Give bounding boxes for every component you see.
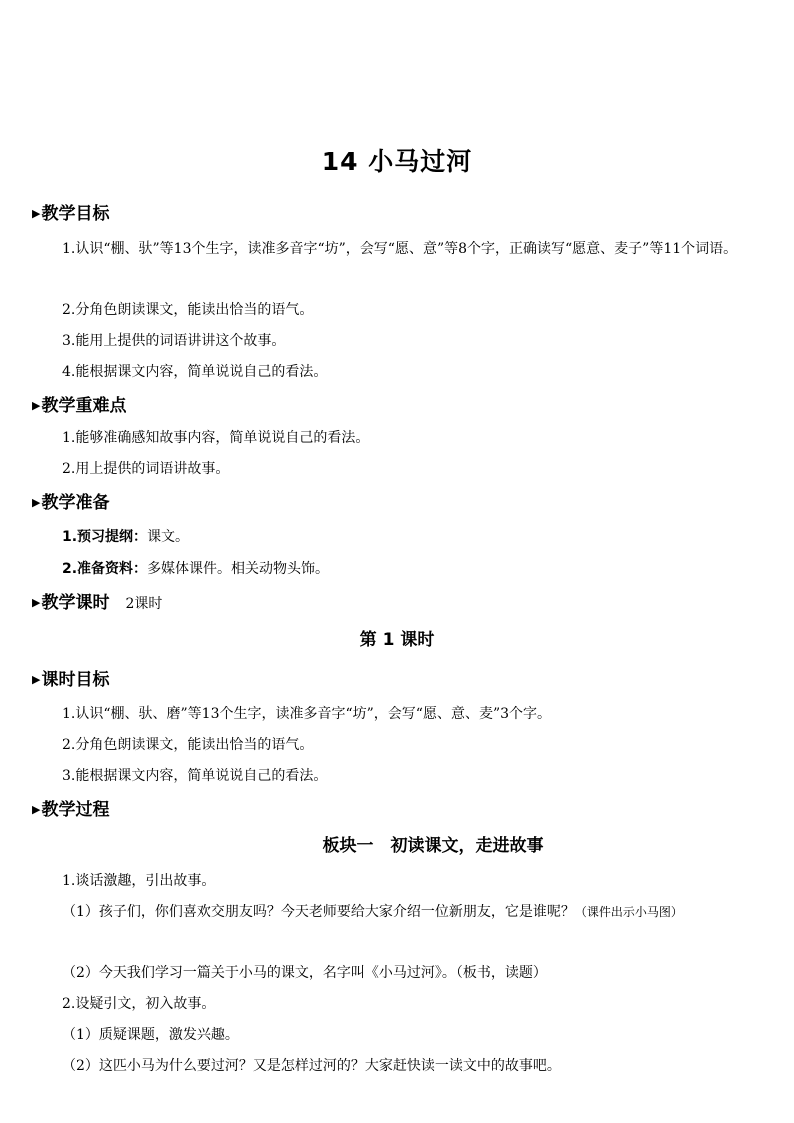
process-item-5: （1）质疑课题，激发兴趣。 — [62, 1027, 239, 1043]
triangle-bullet-icon: ▶ — [32, 803, 41, 816]
preparation-item-1: 1.预习提纲：课文。 — [62, 529, 190, 545]
goal-item-2: 2.分角色朗读课文，能读出恰当的语气。 — [62, 302, 314, 318]
key-point-item-2: 2.用上提供的词语讲故事。 — [62, 461, 230, 477]
preparation-label-1: 1.预习提纲： — [62, 529, 148, 545]
triangle-bullet-icon: ▶ — [32, 496, 41, 509]
section-heading-process: ▶教学过程 — [32, 800, 110, 820]
triangle-bullet-icon: ▶ — [32, 673, 41, 686]
goal-item-3: 3.能用上提供的词语讲讲这个故事。 — [62, 333, 286, 349]
page-title: 14 小马过河 — [321, 147, 473, 176]
section-heading-key-points: ▶教学重难点 — [32, 396, 127, 416]
periods-value: 2课时 — [125, 596, 163, 612]
block-title: 板块一 初读课文，走进故事 — [322, 836, 544, 856]
lesson-heading: 第 1 课时 — [359, 630, 435, 650]
goal-item-4: 4.能根据课文内容，简单说说自己的看法。 — [62, 364, 328, 380]
process-item-2: （1）孩子们，你们喜欢交朋友吗？今天老师要给大家介绍一位新朋友，它是谁呢？（课件出示小马图） — [62, 904, 683, 920]
process-item-4: 2.设疑引文，初入故事。 — [62, 996, 216, 1012]
process-item-3: （2）今天我们学习一篇关于小马的课文，名字叫《小马过河》。（板书，读题） — [62, 965, 547, 981]
section-heading-goals: ▶教学目标 — [32, 204, 110, 224]
triangle-bullet-icon: ▶ — [32, 596, 41, 609]
process-item-6: （2）这匹小马为什么要过河？又是怎样过河的？大家赶快读一读文中的故事吧。 — [62, 1058, 561, 1074]
lesson-goal-item-1: 1.认识“棚、驮、磨”等13个生字，读准多音字“坊”，会写“愿、意、麦”3个字。 — [62, 706, 552, 722]
section-heading-lesson-goals: ▶课时目标 — [32, 670, 110, 690]
preparation-item-2: 2.准备资料：多媒体课件。相关动物头饰。 — [62, 561, 330, 577]
section-heading-preparation: ▶教学准备 — [32, 493, 110, 513]
triangle-bullet-icon: ▶ — [32, 399, 41, 412]
process-item-2-note: （课件出示小马图） — [574, 905, 683, 919]
key-point-item-1: 1.能够准确感知故事内容，简单说说自己的看法。 — [62, 430, 370, 446]
section-heading-periods: ▶教学课时 2课时 — [32, 593, 163, 613]
lesson-goal-item-2: 2.分角色朗读课文，能读出恰当的语气。 — [62, 737, 314, 753]
goal-item-1: 1.认识“棚、驮”等13个生字，读准多音字“坊”，会写“愿、意”等8个字，正确读写“愿意、麦子”等11个词语。 — [62, 241, 738, 257]
lesson-goal-item-3: 3.能根据课文内容，简单说说自己的看法。 — [62, 768, 328, 784]
preparation-label-2: 2.准备资料： — [62, 561, 148, 577]
process-item-1: 1.谈话激趣，引出故事。 — [62, 873, 216, 889]
triangle-bullet-icon: ▶ — [32, 207, 41, 220]
